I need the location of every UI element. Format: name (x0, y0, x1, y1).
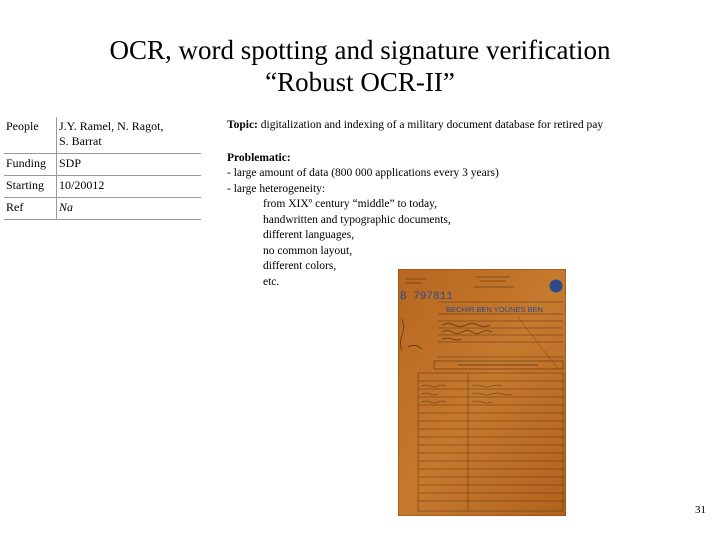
people-value (57, 117, 202, 154)
problematic-line: - large heterogeneity: (227, 182, 326, 195)
funding-label: Funding (4, 154, 57, 176)
topic-label: Topic: (227, 119, 258, 131)
topic (227, 118, 707, 134)
ref-value: Na (57, 198, 202, 220)
problematic-sub-item: etc. (263, 275, 280, 288)
problematic-sub-item: different languages, (263, 229, 355, 241)
slide-title (0, 34, 720, 98)
people-line-1: J.Y. Ramel, N. Ragot, (59, 119, 164, 133)
military-document-image (398, 269, 566, 516)
people-label: People (4, 117, 57, 154)
problematic-sub-item: handwritten and typographic documents, (263, 213, 451, 226)
title-line-2: “Robust OCR-II” (265, 67, 455, 97)
title-line-1: OCR, word spotting and signature verification (109, 35, 611, 65)
starting-label: Starting (4, 176, 57, 198)
table-row (4, 176, 201, 198)
people-line-2: S. Barrat (59, 134, 102, 148)
topic-text: digitalization and indexing of a military document database for retired pay (260, 119, 604, 131)
problematic-sub-item: no common layout, (263, 244, 353, 257)
document-scan (398, 269, 566, 516)
problematic-sub-item: from XIXº century “middle” to today, (263, 198, 437, 210)
table-row (4, 154, 201, 176)
problematic-sub-item: different colors, (263, 260, 337, 272)
funding-value: SDP (57, 154, 202, 176)
problematic-line: - large amount of data (800 000 applications every 3 years) (227, 167, 499, 179)
table-row (4, 198, 201, 220)
ref-label: Ref (4, 198, 57, 220)
problematic-label: Problematic: (227, 151, 291, 164)
stamp-dot (550, 280, 563, 293)
page-number: 31 (695, 504, 706, 516)
info-table (4, 117, 201, 220)
soldier-name: BECHIR BEN YOUNES BEN (446, 305, 543, 314)
table-row (4, 117, 201, 154)
stamp-number: B 797811 (400, 291, 453, 303)
description-block (227, 118, 707, 290)
starting-value: 10/20012 (57, 176, 202, 198)
